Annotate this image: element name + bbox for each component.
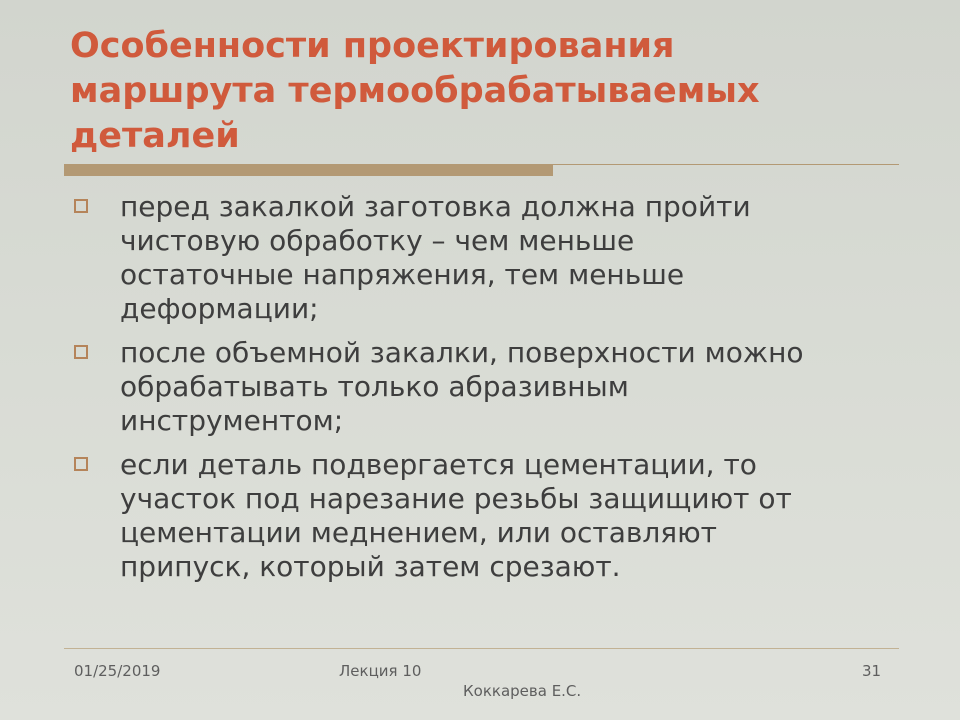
page-number: 31 [862,662,882,680]
bullet-text: перед закалкой заготовка должна пройти чистовую обработку – чем меньше остаточные напряжения, тем меньше деформации; [120,190,751,325]
footer-author: Коккарева Е.С. [463,682,582,700]
bullet-item [72,448,902,584]
bullet-item [72,190,902,326]
footer-date: 01/25/2019 [74,662,161,680]
hollow-square-icon [74,199,88,213]
bullet-list [72,190,902,594]
title-underline-line [553,164,899,165]
hollow-square-icon [74,345,88,359]
bullet-text: после объемной закалки, поверхности можно обрабатывать только абразивным инструментом; [120,336,804,437]
title-underline-accent [64,164,553,176]
hollow-square-icon [74,457,88,471]
footer-lecture: Лекция 10 [339,662,422,680]
bullet-text: если деталь подвергается цементации, то участок под нарезание резьбы защищиют от цементации меднением, или оставляют припуск, который затем срезают. [120,448,792,583]
bullet-item [72,336,902,438]
footer-divider [64,648,899,649]
slide-title: Особенности проектирования маршрута термообрабатываемых деталей [70,26,760,156]
